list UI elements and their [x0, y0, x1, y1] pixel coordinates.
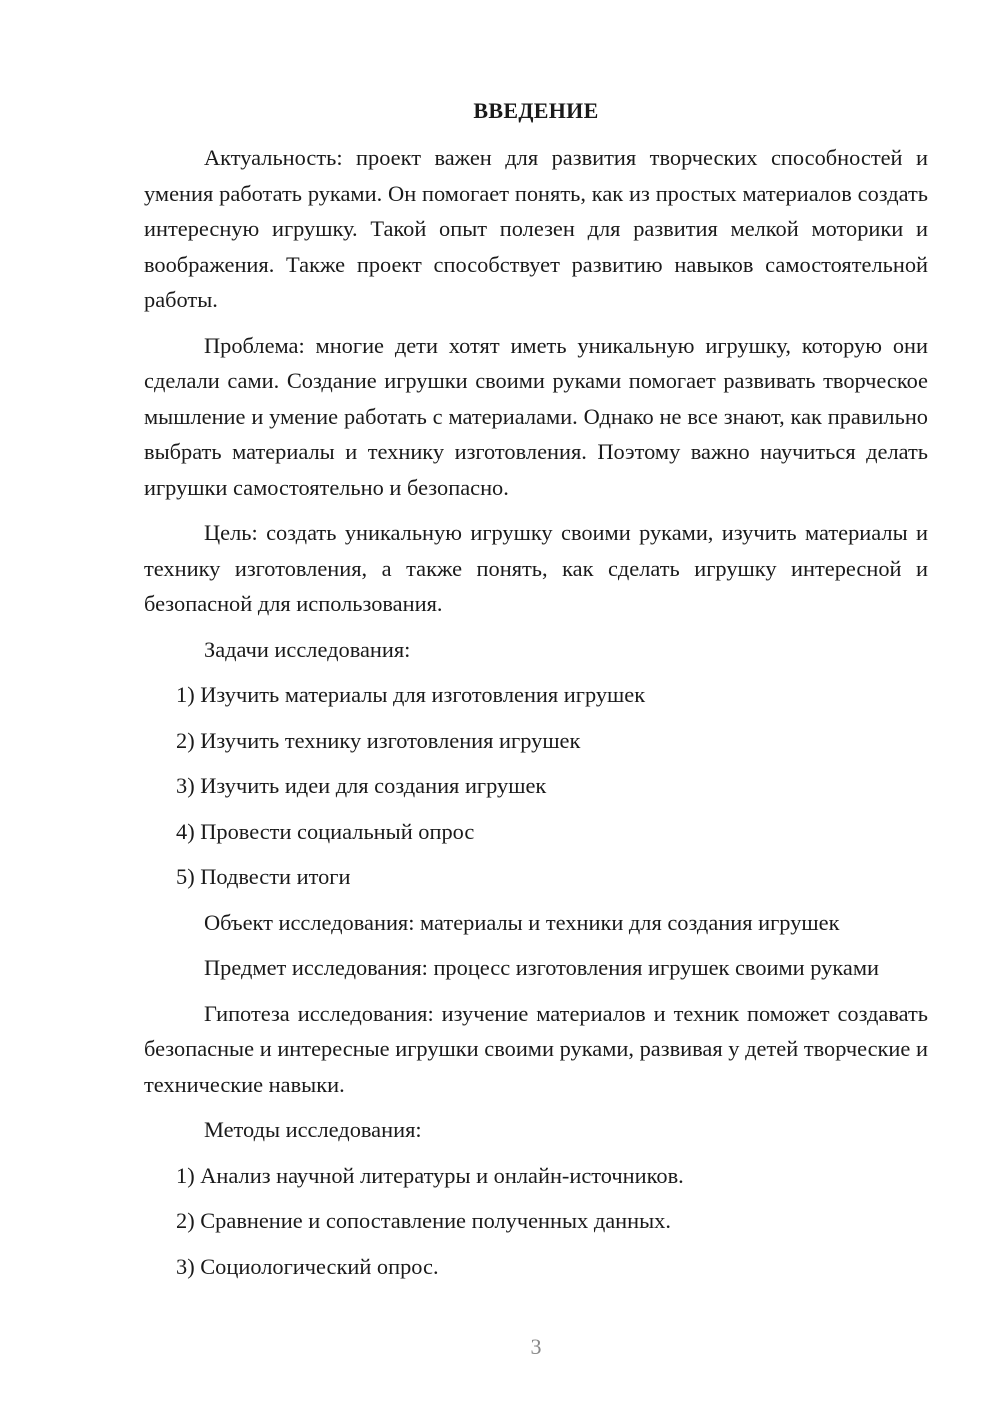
list-item: 3) Социологический опрос. — [176, 1253, 439, 1279]
list-item: 2) Сравнение и сопоставление полученных данных. — [176, 1208, 671, 1233]
list-item: 2) Изучить технику изготовления игрушек — [176, 727, 581, 753]
page-content — [144, 140, 928, 1294]
list-item: 1) Изучить материалы для изготовления игрушек — [176, 682, 646, 707]
goal-paragraph: Цель: создать уникальную игрушку своими руками, изучить материалы и технику изготовления, а также понять, как сделать игрушку интересной и безопасной для использования. — [144, 520, 928, 616]
subject-paragraph: Предмет исследования: процесс изготовления игрушек своими руками — [204, 955, 879, 980]
relevance-paragraph: Актуальность: проект важен для развития творческих способностей и умения работать руками. Он помогает понять, как из простых материалов создать интересную игрушку. Такой опыт полезен для развития мелкой моторики и воображения. Также проект способствует развитию навыков самостоятельной работы. — [144, 145, 928, 312]
list-item: 5) Подвести итоги — [176, 864, 351, 889]
methods-heading: Методы исследования: — [204, 1117, 422, 1142]
list-item: 3) Изучить идеи для создания игрушек — [176, 773, 547, 798]
list-item: 4) Провести социальный опрос — [176, 818, 475, 844]
page-title: ВВЕДЕНИЕ — [473, 98, 599, 123]
hypothesis-paragraph: Гипотеза исследования: изучение материалов и техник поможет создавать безопасные и интересные игрушки своими руками, развивая у детей творческие и технические навыки. — [144, 1000, 928, 1097]
methods-list — [144, 1158, 928, 1285]
object-paragraph: Объект исследования: материалы и техники для создания игрушек — [204, 909, 840, 935]
page-number: 3 — [530, 1334, 542, 1359]
tasks-heading: Задачи исследования: — [204, 636, 411, 662]
tasks-list — [144, 677, 928, 895]
problem-paragraph: Проблема: многие дети хотят иметь уникальную игрушку, которую они сделали сами. Создание игрушки своими руками помогает развивать творческое мышление и умение работать с материалами. Однако не все знают, как правильно выбрать материалы и технику изготовления. Поэтому важно научиться делать игрушки самостоятельно и безопасно. — [144, 332, 928, 500]
list-item: 1) Анализ научной литературы и онлайн-источников. — [176, 1162, 684, 1188]
